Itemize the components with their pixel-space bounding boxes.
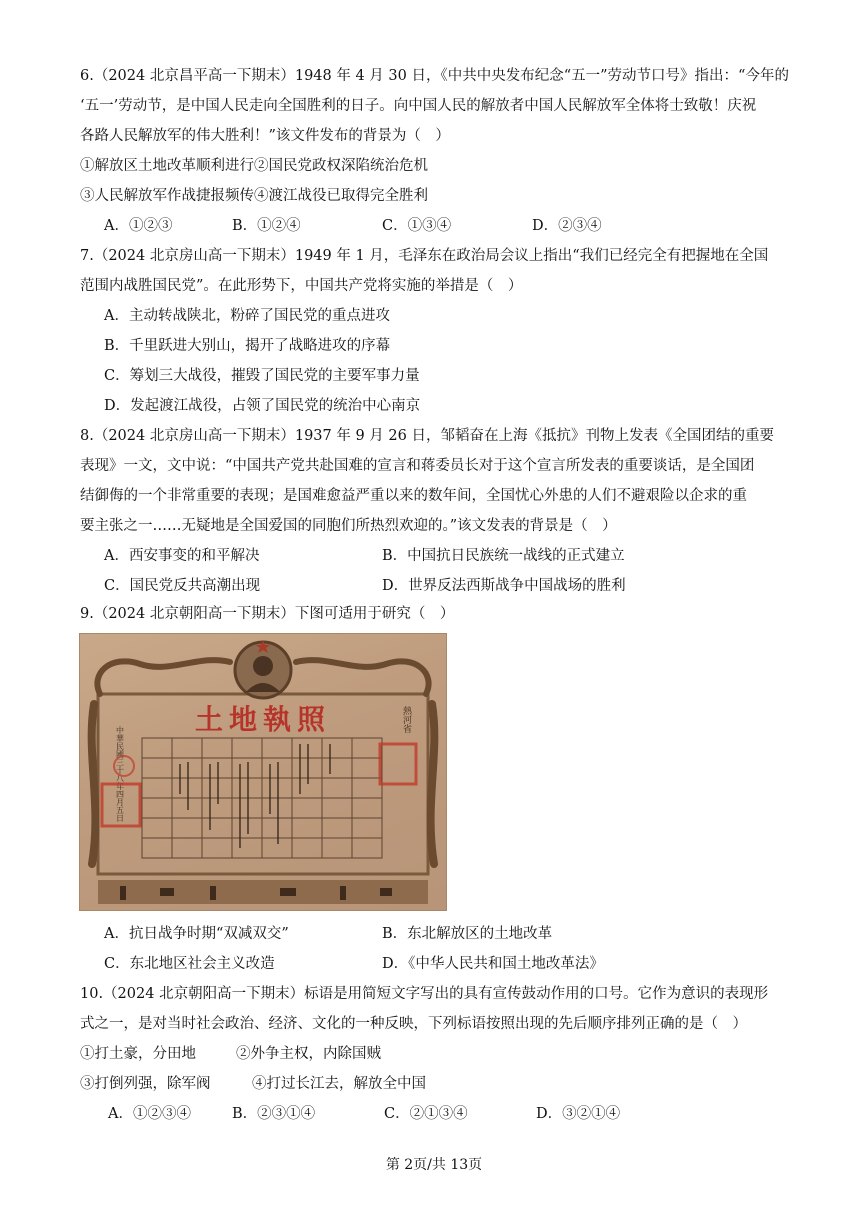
- q9-option-d[interactable]: D．《中华人民共和国土地改革法》: [382, 956, 604, 972]
- q10-option-a[interactable]: A．①②③④: [108, 1106, 191, 1122]
- q7-stem-line1: 7.（2024 北京房山高一下期末）1949 年 1 月，毛泽东在政治局会议上指出“我们已经完全有把握地在全国: [80, 248, 769, 264]
- q7-option-d[interactable]: D．发起渡江战役，占领了国民党的统治中心南京: [104, 398, 421, 414]
- q6-stem-line2: ‘五一’劳动节，是中国人民走向全国胜利的日子。向中国人民的解放者中国人民解放军全体将士致敬！庆祝: [80, 98, 757, 114]
- q6-stem-line1: 6.（2024 北京昌平高一下期末）1948 年 4 月 30 日，《中共中央发布纪念“五一”劳动节口号》指出：“今年的: [80, 68, 789, 84]
- q10-statement-3: ③打倒列强，除军阀: [80, 1076, 211, 1092]
- q7-option-c[interactable]: C．筹划三大战役，摧毁了国民党的主要军事力量: [104, 368, 420, 384]
- q8-option-b[interactable]: B．中国抗日民族统一战线的正式建立: [382, 548, 625, 564]
- q10-option-b[interactable]: B．②③①④: [232, 1106, 316, 1122]
- certificate-province: 熱河省: [401, 706, 411, 733]
- land-certificate-illustration: [80, 634, 446, 910]
- q6-option-a[interactable]: A．①②③: [104, 218, 173, 234]
- q8-stem-line3: 结御侮的一个非常重要的表现；是国难愈益严重以来的数年间，全国忧心外患的人们不避艰险以企求的重: [80, 488, 747, 504]
- red-seal-right: [380, 744, 416, 784]
- q9-stem-line1: 9.（2024 北京朝阳高一下期末）下图可适用于研究（ ）: [80, 606, 455, 622]
- q8-option-d[interactable]: D．世界反法西斯战争中国战场的胜利: [382, 578, 626, 594]
- q10-stem-line1: 10.（2024 北京朝阳高一下期末）标语是用简短文字写出的具有宣传鼓动作用的口号。它作为意识的表现形: [80, 986, 769, 1002]
- q8-option-a[interactable]: A．西安事变的和平解决: [104, 548, 260, 564]
- q8-stem-line1: 8.（2024 北京房山高一下期末）1937 年 9 月 26 日，邹韬奋在上海《抵抗》刊物上发表《全国团结的重要: [80, 428, 774, 444]
- q6-stem-line3: 各路人民解放军的伟大胜利！”该文件发布的背景为（ ）: [80, 128, 450, 144]
- q6-option-c[interactable]: C．①③④: [382, 218, 452, 234]
- certificate-table: [142, 738, 382, 858]
- q6-statements-2: ③人民解放军作战捷报频传④渡江战役已取得完全胜利: [80, 188, 428, 204]
- q9-option-a[interactable]: A．抗日战争时期“双减双交”: [104, 926, 289, 942]
- q10-statement-1: ①打土豪，分田地: [80, 1046, 196, 1062]
- q8-stem-line2: 表现》一文，文中说：“中国共产党共赴国难的宣言和蒋委员长对于这个宣言所发表的重要谈话，是全国团: [80, 458, 755, 474]
- land-certificate-image: [79, 633, 447, 911]
- q9-option-b[interactable]: B．东北解放区的土地改革: [382, 926, 553, 942]
- q10-statement-2: ②外争主权，内除国贼: [236, 1046, 381, 1062]
- ornament-right-vine: [296, 660, 429, 694]
- portrait-head: [253, 656, 273, 676]
- q7-option-b[interactable]: B．千里跃进大别山，揭开了战略进攻的序幕: [104, 338, 391, 354]
- certificate-title: 土地執照: [194, 703, 332, 736]
- q10-stem-line2: 式之一，是对当时社会政治、经济、文化的一种反映，下列标语按照出现的先后顺序排列正确的是（ ）: [80, 1016, 747, 1032]
- q8-option-c[interactable]: C．国民党反共高潮出现: [104, 578, 261, 594]
- bottom-farming-scene: [98, 880, 428, 904]
- q7-option-a[interactable]: A．主动转战陕北，粉碎了国民党的重点进攻: [104, 308, 390, 324]
- page-number-footer: 第 2页/共 13页: [385, 1157, 483, 1173]
- ornament-left-column: [92, 704, 96, 864]
- q10-statement-4: ④打过长江去，解放全中国: [252, 1076, 426, 1092]
- certificate-date: 中華民國三十八年四月五日: [115, 726, 125, 822]
- q10-option-d[interactable]: D．③②①④: [536, 1106, 621, 1122]
- q8-stem-line4: 要主张之一……无疑地是全国爱国的同胞们所热烈欢迎的。”该文发表的背景是（ ）: [80, 518, 617, 534]
- q6-option-b[interactable]: B．①②④: [232, 218, 301, 234]
- q7-stem-line2: 范围内战胜国民党”。在此形势下，中国共产党将实施的举措是（ ）: [80, 278, 523, 294]
- ornament-right-column: [431, 704, 435, 864]
- q10-option-c[interactable]: C．②①③④: [384, 1106, 468, 1122]
- q9-option-c[interactable]: C．东北地区社会主义改造: [104, 956, 275, 972]
- ornament-left-vine: [97, 660, 230, 694]
- q6-statements-1: ①解放区土地改革顺利进行②国民党政权深陷统治危机: [80, 158, 428, 174]
- q6-option-d[interactable]: D．②③④: [532, 218, 602, 234]
